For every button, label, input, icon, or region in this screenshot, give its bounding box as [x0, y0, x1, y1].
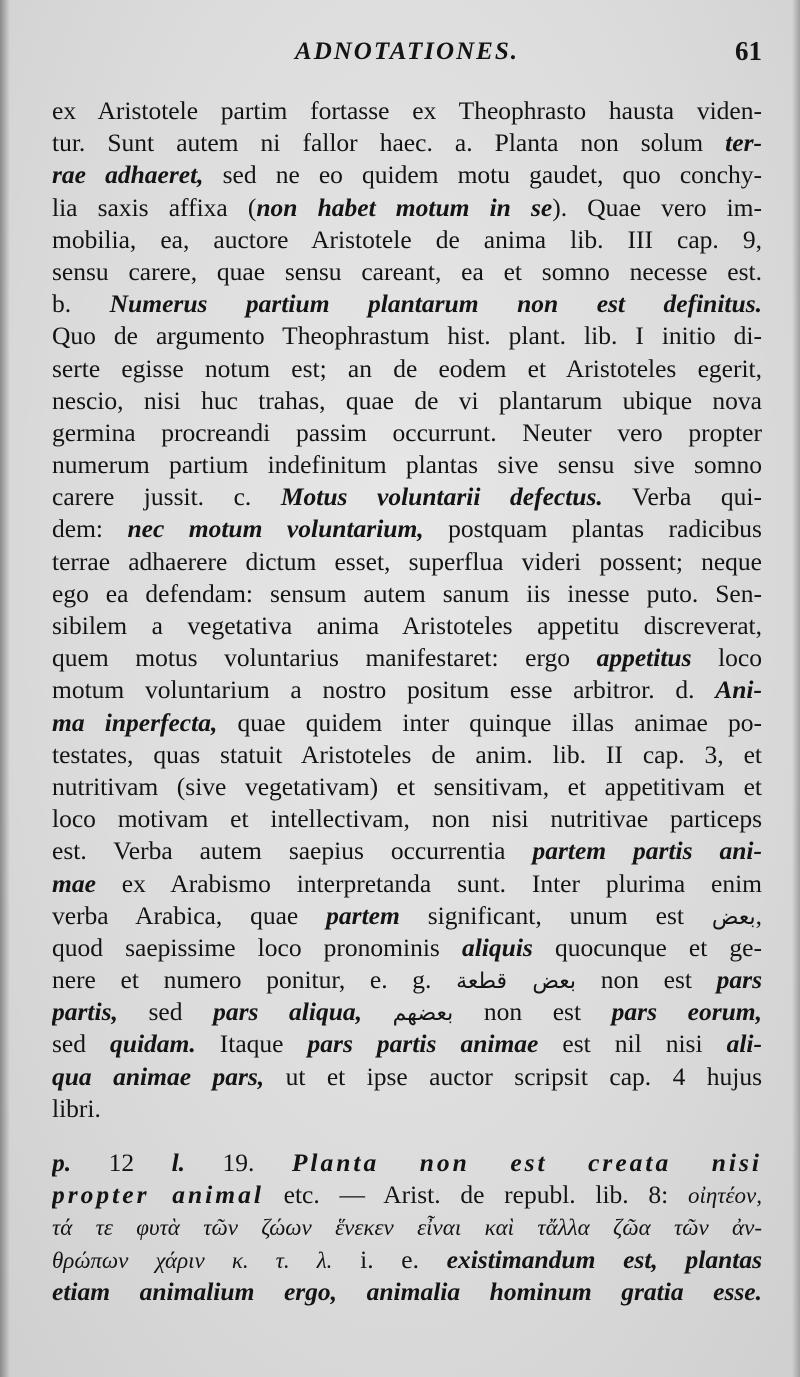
italic-text: Motus voluntarii defectus.	[280, 482, 603, 512]
text-line	[52, 159, 762, 191]
text-line	[52, 1061, 762, 1093]
italic-text: qua animae pars,	[52, 1061, 265, 1091]
text-segment: Quo de argumento Theophrastum hist. plant. lib. I initio di-	[52, 321, 762, 351]
note-paragraph	[52, 1147, 762, 1308]
text-segment: non est	[576, 965, 717, 995]
italic-text: non habet motum in se	[256, 192, 553, 222]
text-line	[52, 513, 762, 545]
text-line	[52, 224, 762, 256]
text-segment: quae quidem inter quinque illas animae po-	[217, 707, 762, 737]
text-line	[52, 481, 762, 513]
italic-text: appetitus	[596, 643, 692, 673]
text-segment: sed	[117, 997, 214, 1027]
text-segment: carere jussit. c.	[52, 482, 281, 512]
text-line	[52, 1179, 762, 1211]
text-segment: sed	[52, 1029, 111, 1059]
text-segment: ). Quae vero im-	[552, 192, 762, 222]
text-segment: loco	[691, 643, 762, 673]
text-segment	[658, 1245, 686, 1274]
italic-text: partis,	[52, 997, 118, 1027]
text-line	[52, 610, 762, 642]
text-segment: est nil nisi	[538, 1029, 727, 1059]
arabic-word: بعضهم	[392, 1001, 454, 1027]
italic-text: pars eorum,	[611, 997, 762, 1027]
text-segment: nescio, nisi huc trahas, quae de vi plantarum ubique nova	[52, 385, 762, 415]
paragraph-gap	[52, 1125, 762, 1147]
greek-text: τά τε φυτὰ τῶν ζώων ἕνεκεν εἶναι καὶ τἄλλα ζῶα τῶν ἀν-	[52, 1215, 762, 1241]
italic-text: aliquis	[461, 932, 533, 962]
text-segment: numerum partium indefinitum plantas sive sensu sive somno	[52, 450, 762, 480]
text-line	[52, 256, 762, 288]
text-segment: ex Arabismo interpretanda sunt. Inter plurima enim	[95, 868, 762, 898]
text-line	[52, 739, 762, 771]
italic-text: etiam animalium ergo, animalia hominum gratia esse.	[52, 1276, 762, 1306]
text-line	[52, 932, 762, 964]
text-line	[52, 1147, 762, 1179]
text-segment: sensu carere, quae sensu careant, ea et somno necesse est.	[52, 256, 762, 286]
text-segment: i. e.	[332, 1244, 447, 1274]
text-line	[52, 127, 762, 159]
page-number: 61	[735, 36, 762, 66]
italic-text: Ani-	[715, 675, 762, 705]
text-segment: libri.	[52, 1093, 101, 1123]
italic-text: pars partis animae	[307, 1029, 539, 1059]
text-segment: ut et ipse auctor scripsit cap. 4 hujus	[264, 1061, 762, 1091]
italic-text: rae adhaeret,	[52, 160, 204, 190]
italic-text: Numerus partium plantarum non est definitus.	[109, 289, 762, 319]
text-segment: lia saxis affixa (	[52, 192, 257, 222]
arabic-word: بعض	[711, 904, 756, 930]
italic-text: Planta non est creata nisi	[291, 1148, 762, 1177]
text-line	[52, 803, 762, 835]
text-segment	[362, 997, 393, 1026]
italic-text: l.	[171, 1148, 186, 1177]
text-segment: quod saepissime loco pronominis	[52, 932, 462, 962]
running-title: ADNOTATIONES.	[295, 38, 519, 65]
page-header	[52, 22, 762, 82]
text-line	[52, 964, 762, 996]
text-line	[52, 578, 762, 610]
text-line	[52, 674, 762, 706]
text-segment: significant, unum est	[399, 900, 712, 930]
text-line	[52, 320, 762, 352]
text-line	[52, 642, 762, 674]
text-segment: etc. — Arist. de republ. lib. 8:	[263, 1180, 688, 1210]
text-line	[52, 1093, 762, 1125]
italic-text: pars	[716, 965, 762, 995]
text-line	[52, 1028, 762, 1060]
italic-text: pars aliqua,	[213, 997, 363, 1027]
greek-text: θρώπων χάριν κ. τ. λ.	[52, 1247, 333, 1273]
text-segment: nutritivam (sive vegetativam) et sensitivam, et appetitivam et	[52, 771, 762, 801]
text-segment: terrae adhaerere dictum esset, superflua videri possent; neque	[52, 546, 762, 576]
text-segment: nere et numero ponitur, e. g.	[52, 965, 457, 995]
text-segment: sibilem a vegetativa anima Aristoteles appetitu discreverat,	[52, 611, 762, 640]
text-line	[52, 192, 762, 224]
text-line	[52, 353, 762, 385]
text-line	[52, 835, 762, 867]
text-line	[52, 95, 762, 127]
italic-text: propter animal	[52, 1180, 264, 1210]
main-paragraph	[52, 95, 762, 1125]
text-line	[52, 1276, 762, 1308]
text-segment: testates, quas statuit Aristoteles de anim. lib. II cap. 3, et	[52, 739, 762, 769]
text-segment: verba Arabica, quae	[52, 900, 327, 930]
text-segment: tur. Sunt autem ni fallor haec. a. Planta non solum	[52, 128, 726, 158]
italic-text: ma inperfecta,	[52, 707, 218, 737]
text-segment: motum voluntarium a nostro positum esse arbitror. d.	[52, 675, 716, 705]
text-segment: 19.	[185, 1148, 292, 1177]
text-segment: postquam plantas radicibus	[423, 514, 762, 544]
text-line	[52, 449, 762, 481]
text-segment: ,	[755, 900, 762, 930]
text-segment: dem:	[52, 514, 128, 544]
text-line	[52, 771, 762, 803]
page-body	[52, 95, 762, 1308]
text-segment: mobilia, ea, auctore Aristotele de anima lib. III cap. 9,	[52, 224, 762, 254]
text-line	[52, 707, 762, 739]
text-line	[52, 1211, 762, 1243]
italic-text: quidam.	[110, 1029, 196, 1059]
text-line	[52, 288, 762, 320]
italic-text: partem	[326, 900, 400, 930]
text-segment: Itaque	[195, 1029, 308, 1059]
text-segment: quem motus voluntarius manifestaret: ergo	[52, 643, 597, 673]
greek-text: οἰητέον,	[687, 1183, 762, 1209]
italic-text: plantas	[685, 1244, 762, 1274]
text-segment: b.	[52, 289, 110, 319]
text-segment: serte egisse notum est; an de eodem et Aristoteles egerit,	[52, 353, 762, 383]
text-line	[52, 546, 762, 578]
text-segment: quocunque et ge-	[532, 932, 762, 962]
italic-text: nec motum voluntarium,	[127, 514, 424, 544]
italic-text: ali-	[726, 1029, 762, 1059]
text-segment: germina procreandi passim occurrunt. Neuter vero propter	[52, 417, 762, 447]
italic-text: mae	[52, 868, 96, 898]
text-line	[52, 868, 762, 900]
text-line	[52, 1244, 762, 1276]
text-segment: ex Aristotele partim fortasse ex Theophrasto hausta viden-	[52, 96, 762, 125]
italic-text: existimandum est,	[446, 1244, 658, 1274]
italic-text: ter-	[725, 128, 762, 158]
text-line	[52, 996, 762, 1028]
text-line	[52, 417, 762, 449]
text-segment: ego ea defendam: sensum autem sanum iis inesse puto. Sen-	[52, 578, 762, 608]
text-segment: sed ne eo quidem motu gaudet, quo conchy-	[203, 160, 762, 190]
text-line	[52, 900, 762, 932]
text-segment: loco motivam et intellectivam, non nisi nutritivae particeps	[52, 804, 762, 834]
text-line	[52, 385, 762, 417]
arabic-word: بعض قطعة	[456, 969, 577, 995]
italic-text: partem partis ani-	[532, 836, 762, 866]
text-segment: Verba qui-	[602, 482, 762, 512]
text-segment: non est	[453, 997, 612, 1027]
text-segment: est. Verba autem saepius occurrentia	[52, 836, 533, 866]
italic-text: p.	[52, 1148, 72, 1177]
text-segment: 12	[71, 1148, 172, 1177]
